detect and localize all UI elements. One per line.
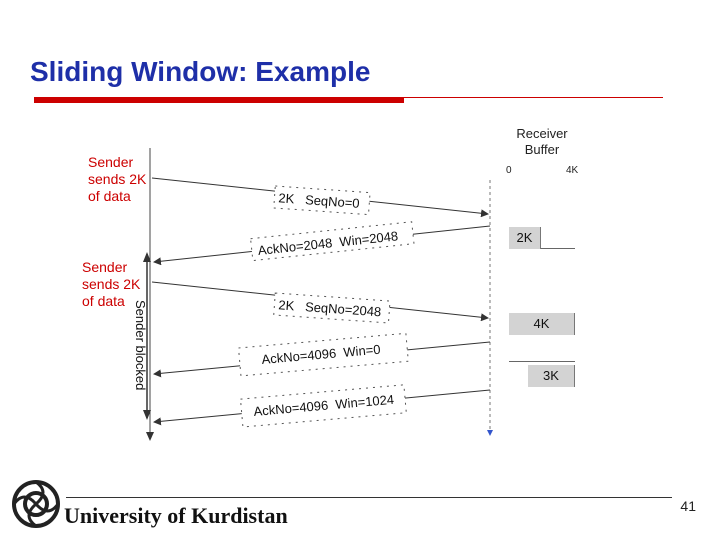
university-logo-icon — [10, 478, 62, 530]
message-label-3: 2K SeqNo=2048 — [277, 297, 382, 320]
slide-title: Sliding Window: Example — [30, 56, 371, 87]
sender-note-second: Sender sends 2K of data — [82, 259, 141, 309]
receiver-buffer-title: Receiver Buffer — [516, 126, 568, 157]
university-name: University of Kurdistan — [64, 503, 288, 528]
buffer-state-2: 4K — [509, 313, 575, 335]
footer-divider — [66, 497, 672, 498]
receiver-timeline-arrowhead — [487, 430, 493, 436]
sender-blocked-label: Sender blocked — [133, 300, 148, 391]
message-label-2: AckNo=2048 Win=2048 — [257, 228, 399, 258]
message-label-4: AckNo=4096 Win=0 — [260, 341, 382, 367]
message-label-5: AckNo=4096 Win=1024 — [252, 391, 395, 419]
sender-timeline-arrowhead — [146, 432, 154, 441]
sender-note-first: Sender sends 2K of data — [88, 154, 147, 204]
buffer-scale-end: 4K — [566, 165, 579, 176]
buffer-state-1: 2K — [509, 227, 541, 249]
buffer-state-3: 3K — [528, 365, 575, 387]
message-label-1: 2K SeqNo=0 — [277, 190, 361, 211]
buffer-scale-start: 0 — [506, 165, 512, 176]
page-number: 41 — [680, 498, 696, 514]
